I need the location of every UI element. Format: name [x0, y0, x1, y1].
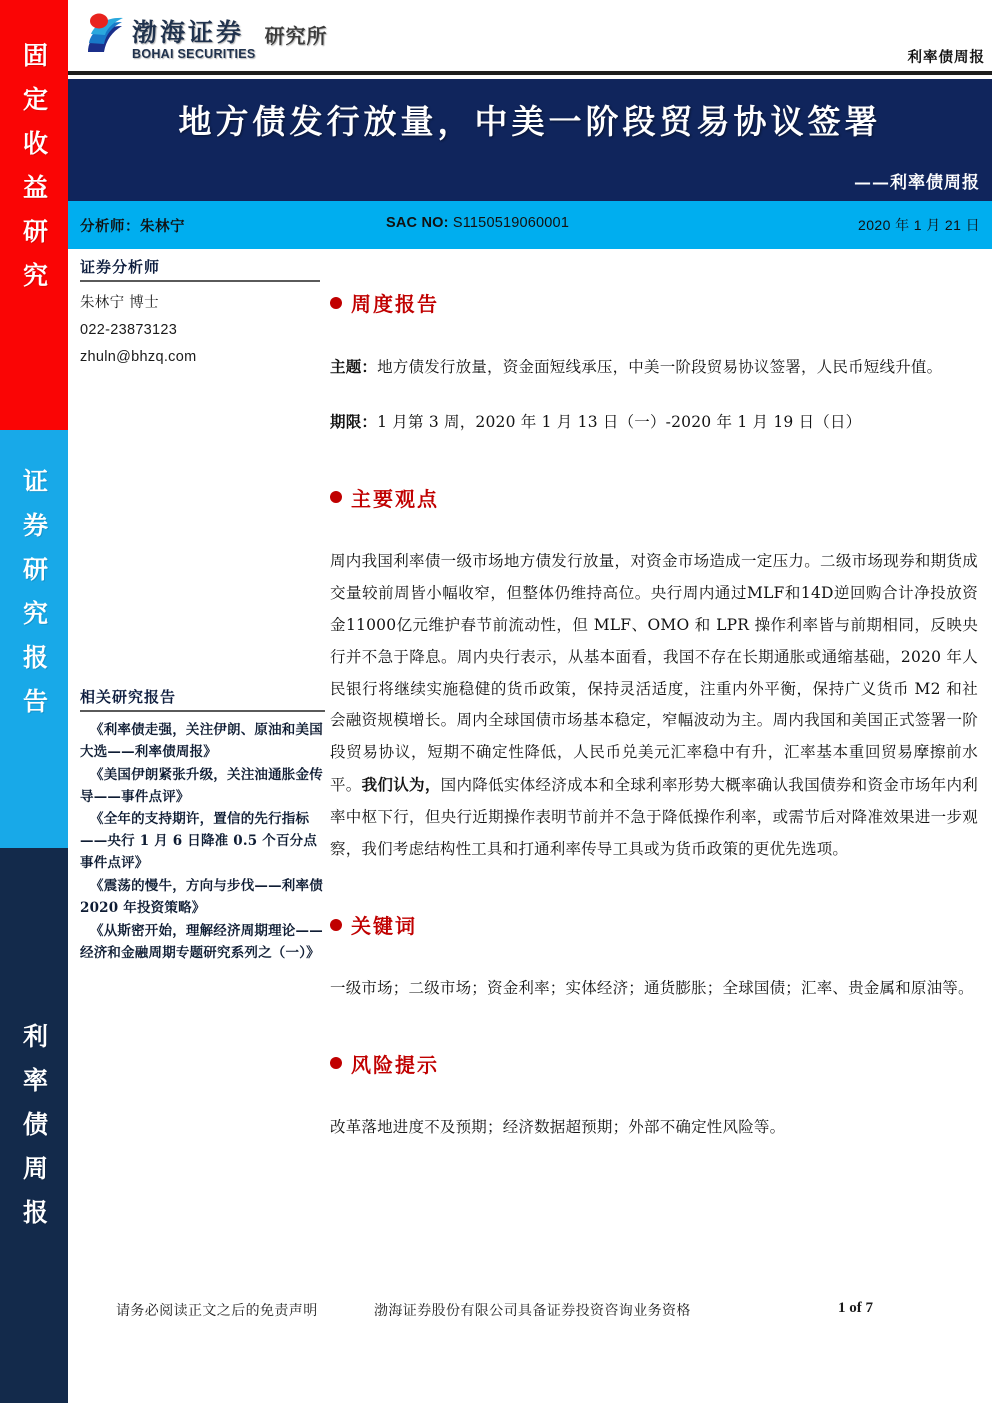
analyst-card-heading: 证券分析师 [80, 258, 161, 276]
topic-paragraph [330, 351, 978, 384]
analyst-card-divider [80, 280, 320, 282]
masthead-divider [68, 71, 992, 75]
section-heading-label: 风险提示 [351, 1052, 439, 1077]
list-item[interactable]: 《全年的支持期许，置信的先行指标——央行 1 月 6 日降准 0.5 个百分点事件点评》 [80, 811, 318, 872]
brand-logo [82, 8, 328, 60]
title-band [68, 79, 992, 201]
analyst-email[interactable]: zhuln@bhzq.com [80, 348, 197, 365]
section-heading-weekly-report [330, 288, 978, 317]
main-views-paragraph [330, 546, 978, 866]
brand-wordmark [132, 17, 256, 61]
period-label: 期限： [330, 411, 378, 431]
topic-text: 地方债发行放量，资金面短线承压，中美一阶段贸易协议签署，人民币短线升值。 [377, 358, 943, 376]
main-content [330, 288, 978, 1166]
sidebar-segment-rate-bond-weekly [0, 848, 68, 1403]
bullet-dot-icon [330, 919, 342, 931]
meta-band [68, 201, 992, 249]
keywords-paragraph: 一级市场；二级市场；资金利率；实体经济；通货膨胀；全球国债；汇率、贵金属和原油等。 [330, 979, 974, 998]
vertical-sidebar [0, 0, 68, 1403]
sidebar-segment-label: 证券研究报告 [19, 468, 49, 732]
footer-qualification: 渤海证券股份有限公司具备证券投资咨询业务资格 [374, 1303, 691, 1319]
footer-disclaimer: 请务必阅读正文之后的免责声明 [116, 1303, 318, 1319]
list-item[interactable]: 《从斯密开始，理解经济周期理论——经济和金融周期专题研究系列之（一）》 [80, 922, 323, 961]
masthead [68, 0, 992, 75]
masthead-report-type: 利率债周报 [907, 49, 985, 66]
main-views-emphasis: 我们认为， [361, 775, 441, 795]
period-text: 1 月第 3 周，2020 年 1 月 13 日（一）-2020 年 1 月 19 日（日） [377, 412, 862, 431]
topic-label: 主题： [330, 357, 378, 376]
bullet-dot-icon [330, 491, 342, 503]
sidebar-segment-label: 利率债周报 [19, 1023, 49, 1243]
meta-sac-number [386, 215, 569, 231]
bullet-dot-icon [330, 297, 342, 309]
list-item[interactable]: 《美国伊朗紧张升级，关注油通胀金传导——事件点评》 [80, 766, 323, 805]
brand-name-cn: 渤海证券 [132, 17, 245, 47]
page-subtitle: ——利率债周报 [854, 173, 980, 193]
list-item[interactable]: 《利率债走强，关注伊朗、原油和美国大选——利率债周报》 [80, 722, 323, 760]
meta-sac-label: SAC NO: [386, 215, 449, 231]
analyst-name: 朱林宁 博士 [80, 295, 159, 311]
risk-warning-paragraph: 改革落地进度不及预期；经济数据超预期；外部不确定性风险等。 [330, 1117, 786, 1136]
analyst-phone[interactable]: 022-23873123 [80, 321, 178, 338]
meta-sac-value: S1150519060001 [452, 215, 570, 231]
footer-page-number: 1 of 7 [838, 1300, 873, 1316]
page-body [68, 0, 992, 1403]
related-reports-divider [80, 710, 325, 712]
main-views-part-1: 周内我国利率债一级市场地方债发行放量，对资金市场造成一定压力。二级市场现券和期货成交量较前周皆小幅收窄，但整体仍维持高位。央行周内通过MLF和14D逆回购合计净投放资金11000亿元维护春节前流动性，但 MLF、OMO 和 LPR 操作利率皆与前期相同，反映央行并不急于降息。周内央行表示，从基本面看，我国不存在长期通胀或通缩基础，2020 年人民银行将继续实施稳健的货币政策，保持灵活适度，注重内外平衡，保持广义货币 M2 和社会融资规模增长。周内全球国债市场基本稳定，窄幅波动为主。周内我国和美国正式签署一阶段贸易协议，短期不确定性降低，人民币兑美元汇率稳中有升，汇率基本重回贸易摩擦前水平。 [330, 551, 978, 795]
section-heading-keywords [330, 910, 978, 939]
list-item[interactable]: 《震荡的慢牛，方向与步伐——利率债 2020 年投资策略》 [80, 878, 323, 916]
page-title: 地方债发行放量，中美一阶段贸易协议签署 [178, 102, 882, 141]
sidebar-segment-label: 固定收益研究 [19, 42, 49, 306]
section-heading-risk-warning [330, 1049, 978, 1078]
section-heading-label: 关键词 [351, 914, 417, 939]
related-reports-heading: 相关研究报告 [80, 688, 177, 706]
bullet-dot-icon [330, 1057, 342, 1069]
related-reports [80, 686, 325, 965]
period-paragraph [330, 406, 978, 439]
bohai-swoosh-icon [82, 8, 130, 60]
brand-name-en: BOHAI SECURITIES [132, 46, 256, 61]
brand-suffix: 研究所 [264, 24, 328, 48]
sidebar-segment-research-report [0, 430, 68, 848]
section-heading-label: 周度报告 [351, 292, 439, 316]
sidebar-segment-fixed-income [0, 0, 68, 430]
main-views-part-2: 国内降低实体经济成本和全球利率形势大概率确认我国债券和资金市场年内利率中枢下行，但央行近期操作表明节前并不急于降低操作利率，或需节后对降准效果进一步观察，我们考虑结构性工具和打通利率传导工具或为货币政策的更优先选项。 [330, 776, 978, 859]
page-footer [68, 1296, 992, 1336]
meta-date: 2020 年 1 月 21 日 [858, 217, 980, 233]
section-heading-label: 主要观点 [351, 486, 439, 511]
section-heading-main-views [330, 483, 978, 512]
analyst-card [80, 256, 320, 370]
meta-analyst: 分析师：朱林宁 [80, 218, 185, 235]
